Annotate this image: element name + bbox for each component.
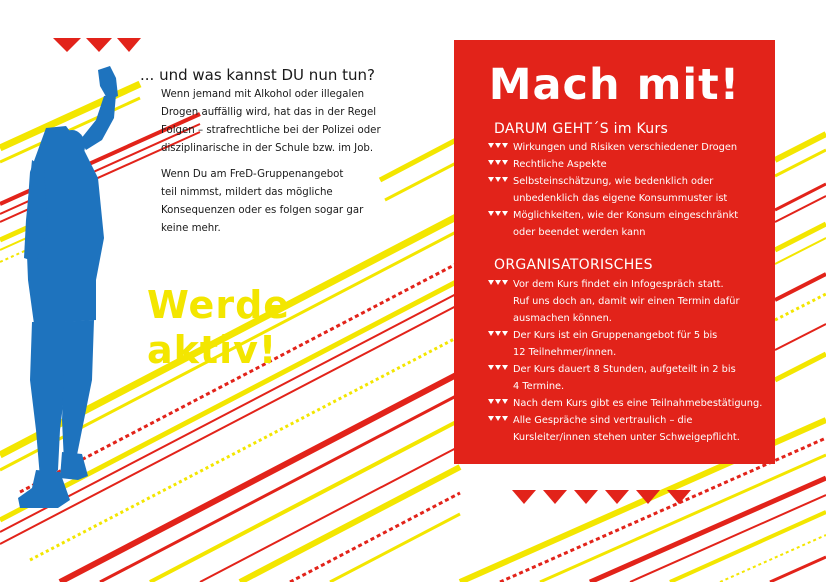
left-heading: ... und was kannst DU nun tun? xyxy=(140,66,375,84)
text-line: Wenn Du am FreD-Gruppenangebot xyxy=(161,169,344,180)
triangle-bullet-icon xyxy=(488,365,508,373)
list-item: Vor dem Kurs findet ein Infogespräch statt. Ruf uns doch an, damit wir einen Termin dafür ausmachen können. xyxy=(488,276,768,327)
slogan-line: aktiv! xyxy=(147,328,278,372)
triangle-bullet-icon xyxy=(488,280,508,288)
list-item: Wirkungen und Risiken verschiedener Drogen xyxy=(488,139,768,156)
red-triangles-decoration xyxy=(53,38,141,52)
triangle-bullet-icon xyxy=(488,143,508,151)
slogan xyxy=(147,283,290,373)
triangle-bullet-icon xyxy=(488,211,508,219)
text-line: keine mehr. xyxy=(161,223,221,234)
text-line: Wenn jemand mit Alkohol oder illegalen xyxy=(161,89,365,100)
list-item: Alle Gespräche sind vertraulich – die Kursleiter/innen stehen unter Schweigepflicht. xyxy=(488,412,768,446)
consequences-paragraph xyxy=(161,86,411,158)
text-line: Drogen auffällig wird, hat das in der Regel xyxy=(161,107,377,118)
text-line: disziplinarische in der Schule bzw. im Job. xyxy=(161,143,374,154)
triangle-bullet-icon xyxy=(488,177,508,185)
triangle-bullet-icon xyxy=(488,399,508,407)
triangle-bullet-icon xyxy=(488,160,508,168)
info-panel xyxy=(454,40,775,464)
triangle-bullet-icon xyxy=(488,331,508,339)
triangle-bullet-icon xyxy=(488,416,508,424)
text-line: teil nimmst, mildert das mögliche xyxy=(161,187,333,198)
section-title-organisatorisches: ORGANISATORISCHES xyxy=(494,257,653,273)
list-item: Der Kurs ist ein Gruppenangebot für 5 bis 12 Teilnehmer/innen. xyxy=(488,327,768,361)
list-item: Rechtliche Aspekte xyxy=(488,156,768,173)
course-topics-list xyxy=(488,139,768,241)
list-item: Möglichkeiten, wie der Konsum eingeschränkt oder beendet werden kann xyxy=(488,207,768,241)
text-line: Folgen – strafrechtliche bei der Polizei oder xyxy=(161,125,381,136)
list-item: Nach dem Kurs gibt es eine Teilnahmebestätigung. xyxy=(488,395,768,412)
text-line: Konsequenzen oder es folgen sogar gar xyxy=(161,205,364,216)
organisation-list xyxy=(488,276,768,446)
panel-title: Mach mit! xyxy=(488,60,741,110)
list-item: Selbsteinschätzung, wie bedenklich oder unbedenklich das eigene Konsummuster ist xyxy=(488,173,768,207)
slogan-line: Werde xyxy=(147,283,291,327)
offer-paragraph xyxy=(161,166,411,238)
section-title-darum: DARUM GEHT´S im Kurs xyxy=(494,121,669,137)
list-item: Der Kurs dauert 8 Stunden, aufgeteilt in 2 bis 4 Termine. xyxy=(488,361,768,395)
